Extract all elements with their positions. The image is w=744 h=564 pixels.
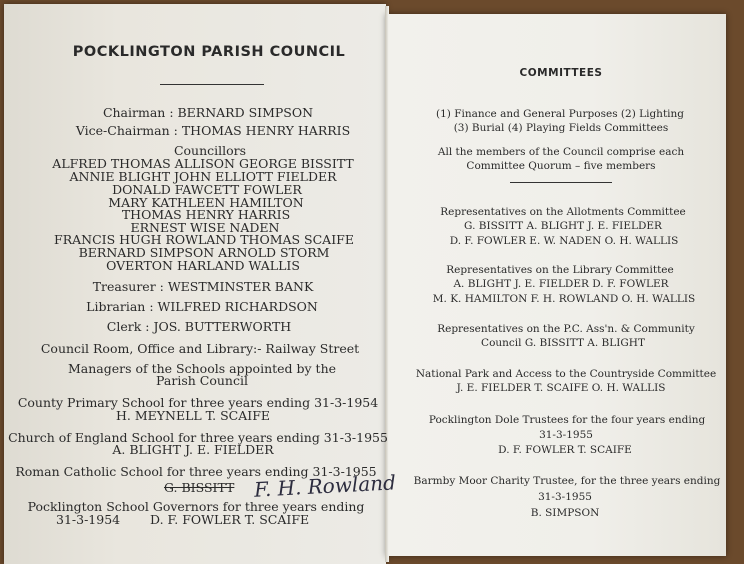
committees-rule [510, 182, 612, 183]
barmby-member: B. SIMPSON [530, 507, 600, 519]
governors-line: Pocklington School Governors for three years ending [27, 499, 365, 514]
governors-date: 31-3-1954 [56, 512, 121, 527]
members-note: All the members of the Council comprise each [437, 146, 685, 158]
barmby-date: 31-3-1955 [538, 491, 592, 503]
governors-members: D. F. FOWLER T. SCAIFE [150, 512, 310, 527]
handwritten-signature: F. H. Rowland [253, 470, 397, 502]
dole-heading: Pocklington Dole Trustees for the four years ending [428, 414, 706, 426]
council-room-line: Council Room, Office and Library:- Railway Street [40, 341, 360, 356]
library-heading: Representatives on the Library Committee [446, 264, 674, 276]
county-school-members: H. MEYNELL T. SCAIFE [116, 408, 270, 423]
library-members: A. BLIGHT J. E. FIELDER D. F. FOWLER [453, 278, 669, 290]
county-school-line: County Primary School for three years ending 31-3-1954 [17, 395, 379, 410]
treasurer-line: Treasurer : WESTMINSTER BANK [92, 279, 314, 294]
councillor-line: MARY KATHLEEN HAMILTON [108, 195, 304, 210]
librarian-line: Librarian : WILFRED RICHARDSON [86, 299, 318, 314]
title-rule [160, 84, 264, 85]
council-title: POCKLINGTON PARISH COUNCIL [72, 44, 346, 60]
national-park-members: J. E. FIELDER T. SCAIFE O. H. WALLIS [456, 382, 666, 394]
pc-assn-members: Council G. BISSITT A. BLIGHT [481, 337, 645, 349]
managers-heading-2: Parish Council [156, 373, 248, 388]
rc-school-line: Roman Catholic School for three years ending 31-3-1955 [15, 464, 377, 479]
committee-list-line: (1) Finance and General Purposes (2) Lighting [435, 108, 685, 120]
councillor-line: BERNARD SIMPSON ARNOLD STORM [78, 245, 330, 260]
coe-school-line: Church of England School for three years ending 31-3-1955 [8, 430, 388, 445]
allotments-heading: Representatives on the Allotments Committee [440, 206, 686, 218]
councillor-line: ANNIE BLIGHT JOHN ELLIOTT FIELDER [69, 169, 337, 184]
councillor-line: DONALD FAWCETT FOWLER [112, 182, 302, 197]
quorum-note: Committee Quorum – five members [466, 160, 656, 172]
pc-assn-heading: Representatives on the P.C. Ass'n. & Community [437, 323, 695, 335]
chairman-line: Chairman : BERNARD SIMPSON [102, 105, 314, 120]
rc-school-member-struck: G. BISSITT [164, 480, 235, 495]
councillor-line: THOMAS HENRY HARRIS [121, 207, 291, 222]
councillors-heading: Councillors [173, 143, 247, 158]
allotments-members: D. F. FOWLER E. W. NADEN O. H. WALLIS [449, 235, 679, 247]
national-park-heading: National Park and Access to the Countryside Committee [415, 368, 717, 380]
coe-school-members: A. BLIGHT J. E. FIELDER [112, 442, 274, 457]
councillor-line: ALFRED THOMAS ALLISON GEORGE BISSITT [52, 156, 354, 171]
barmby-heading: Barmby Moor Charity Trustee, for the three years ending [413, 475, 721, 487]
library-members: M. K. HAMILTON F. H. ROWLAND O. H. WALLIS [432, 293, 696, 305]
vice-chairman-line: Vice-Chairman : THOMAS HENRY HARRIS [75, 123, 351, 138]
allotments-members: G. BISSITT A. BLIGHT J. E. FIELDER [464, 220, 662, 232]
managers-heading: Managers of the Schools appointed by the [67, 361, 337, 376]
clerk-line: Clerk : JOS. BUTTERWORTH [106, 319, 292, 334]
committee-list-line: (3) Burial (4) Playing Fields Committees [453, 122, 669, 134]
committees-title: COMMITTEES [519, 67, 603, 79]
councillor-line: FRANCIS HUGH ROWLAND THOMAS SCAIFE [54, 232, 354, 247]
councillor-line: OVERTON HARLAND WALLIS [106, 258, 300, 273]
dole-members: D. F. FOWLER T. SCAIFE [498, 444, 632, 456]
dole-date: 31-3-1955 [539, 429, 593, 441]
councillor-line: ERNEST WISE NADEN [130, 220, 280, 235]
